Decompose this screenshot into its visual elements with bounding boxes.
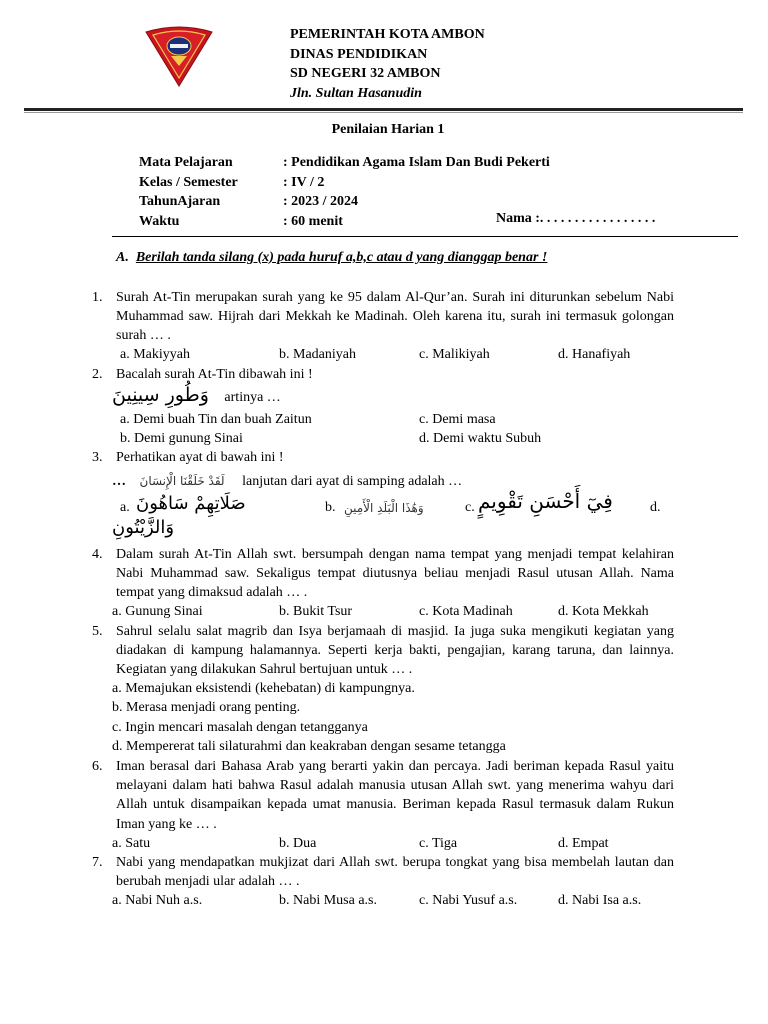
info-value-year: : 2023 / 2024 [283, 194, 359, 209]
question-text: Sahrul selalu salat magrib dan Isya berjamaah di masjid. Ia juga suka mengikuti kegiatan yang diadakan di kampung halamannya. Seperti kerja bakti, pengajian, karang taruna, dan lainnya. Kegiatan yang dilakukan Sahrul bertujuan untuk … . [116, 624, 674, 678]
option-b[interactable]: b. Dua [279, 836, 317, 851]
question-number: 5. [92, 624, 103, 639]
question-text: Perhatikan ayat di bawah ini ! [116, 450, 284, 465]
question-1 [92, 288, 674, 346]
header-department: DINAS PENDIDIKAN [290, 46, 428, 62]
option-d-arabic[interactable]: وَالزَّيْتُونِ [112, 517, 175, 538]
question-text: Dalam surah At-Tin Allah swt. bersumpah dengan nama tempat yang menjadi tempat kelahiran Nabi Muhammad saw. Sekaligus tempat diutusnya beliau menjadi Rasul utusan Allah. Nama tempat yang dimaksud adalah … . [116, 547, 674, 601]
option-d-letter[interactable]: d. [650, 500, 661, 515]
exam-title: Penilaian Harian 1 [331, 122, 445, 137]
info-label-subject: Mata Pelajaran [139, 155, 233, 170]
option-c[interactable]: c. Demi masa [419, 412, 496, 427]
option-c-arabic[interactable]: فِيٓ أَحْسَنِ تَقْوِيمٍ [478, 489, 613, 513]
section-instruction [116, 250, 547, 266]
option-c[interactable]: c. Malikiyah [419, 347, 490, 362]
option-a[interactable]: a. Gunung Sinai [112, 604, 203, 619]
info-value-subject: : Pendidikan Agama Islam Dan Budi Pekerti [283, 155, 550, 170]
verse-suffix: lanjutan dari ayat di samping adalah … [242, 474, 463, 489]
option-b[interactable]: b. Merasa menjadi orang penting. [112, 700, 301, 716]
ellipsis: … [112, 474, 126, 489]
option-a[interactable]: a. Memajukan eksistendi (kehebatan) di kampungnya. [112, 681, 415, 696]
option-b[interactable]: b. Bukit Tsur [279, 604, 353, 619]
header-address: Jln. Sultan Hasanudin [290, 85, 422, 101]
question-6 [92, 757, 674, 834]
question-3-verse [112, 472, 462, 491]
option-a[interactable]: a. Makiyyah [120, 347, 190, 362]
question-number: 4. [92, 547, 103, 562]
info-value-time: : 60 menit [283, 213, 343, 229]
arabic-verse: وَطُورِ سِينِينَ [112, 384, 209, 406]
question-3 [92, 448, 674, 467]
option-d[interactable]: d. Mempererat tali silaturahmi dan keakraban dengan sesame tetangga [112, 738, 506, 754]
info-value-class: : IV / 2 [283, 174, 325, 190]
option-c[interactable]: c. Tiga [419, 836, 458, 851]
question-number: 1. [92, 290, 103, 305]
question-text: Bacalah surah At-Tin dibawah ini ! [116, 367, 313, 382]
option-d[interactable]: d. Hanafiyah [558, 347, 631, 362]
question-7 [92, 853, 674, 891]
question-number: 3. [92, 450, 103, 465]
option-c-letter[interactable]: c. [465, 500, 475, 515]
option-a-arabic[interactable]: صَلَاتِهِمْ سَاهُونَ [136, 493, 246, 514]
option-a[interactable]: a. Nabi Nuh a.s. [112, 893, 203, 908]
instruction-text: Berilah tanda silang (x) pada huruf a,b,c atau d yang dianggap benar ! [135, 250, 548, 265]
name-field: Nama :. . . . . . . . . . . . . . . . . [496, 211, 656, 226]
option-d[interactable]: d. Kota Mekkah [558, 604, 649, 619]
info-label-class: Kelas / Semester [139, 174, 238, 190]
question-number: 7. [92, 855, 103, 870]
option-d[interactable]: d. Empat [558, 836, 609, 851]
header-divider-thin [24, 112, 743, 113]
verse-suffix: artinya … [224, 390, 281, 405]
option-b[interactable]: b. Nabi Musa a.s. [279, 893, 377, 908]
question-2-verse [112, 386, 281, 407]
question-text: Nabi yang mendapatkan mukjizat dari Allah swt. berupa tongkat yang bisa membelah lautan dan berubah menjadi ular adalah … . [116, 855, 674, 890]
option-b[interactable]: b. Demi gunung Sinai [120, 431, 243, 446]
arabic-verse: لَقَدْ خَلَقْنَا الْإِنسَانَ [139, 474, 225, 488]
header-divider [24, 108, 743, 111]
question-number: 2. [92, 367, 103, 382]
header-school: SD NEGERI 32 AMBON [290, 66, 441, 81]
question-number: 6. [92, 759, 103, 774]
option-c[interactable]: c. Ingin mencari masalah dengan tetangganya [112, 719, 368, 735]
header-government: PEMERINTAH KOTA AMBON [290, 27, 485, 42]
info-divider [112, 236, 738, 237]
option-b-arabic[interactable]: وَهَٰذَا الْبَلَدِ الْأَمِينِ [344, 501, 424, 515]
option-b-letter[interactable]: b. [325, 500, 336, 515]
question-text: Surah At-Tin merupakan surah yang ke 95 dalam Al-Qur’an. Surah ini diturunkan sebelum Nabi Muhammad saw. Hijrah dari Mekkah ke Madinah. Oleh karena itu, surah ini termasuk golongan surah … . [116, 290, 674, 344]
option-a-letter[interactable]: a. [120, 500, 130, 515]
info-label-year: TahunAjaran [139, 194, 221, 209]
info-label-time: Waktu [139, 213, 180, 229]
section-letter: A. [116, 250, 129, 265]
option-d[interactable]: d. Demi waktu Subuh [419, 431, 542, 446]
option-b[interactable]: b. Madaniyah [279, 347, 356, 362]
school-logo [144, 26, 214, 88]
option-a[interactable]: a. Satu [112, 836, 151, 851]
option-c[interactable]: c. Kota Madinah [419, 604, 513, 619]
question-text: Iman berasal dari Bahasa Arab yang berarti yakin dan percaya. Jadi beriman kepada Rasul yaitu melayani dalam hati bahwa Rasul adalah manusia utusan Allah swt. yang menerima wahyu dari Allah untuk disampaikan kepada umat manusia. Beriman kepada Rasul termasuk dalam Rukun Iman yang ke … . [116, 759, 674, 832]
option-d[interactable]: d. Nabi Isa a.s. [558, 893, 642, 908]
question-5 [92, 622, 674, 680]
letterhead [290, 25, 485, 103]
option-c[interactable]: c. Nabi Yusuf a.s. [419, 893, 518, 908]
question-3-options [0, 489, 768, 540]
question-4 [92, 545, 674, 603]
option-a[interactable]: a. Demi buah Tin dan buah Zaitun [120, 412, 312, 427]
question-2 [92, 365, 674, 384]
